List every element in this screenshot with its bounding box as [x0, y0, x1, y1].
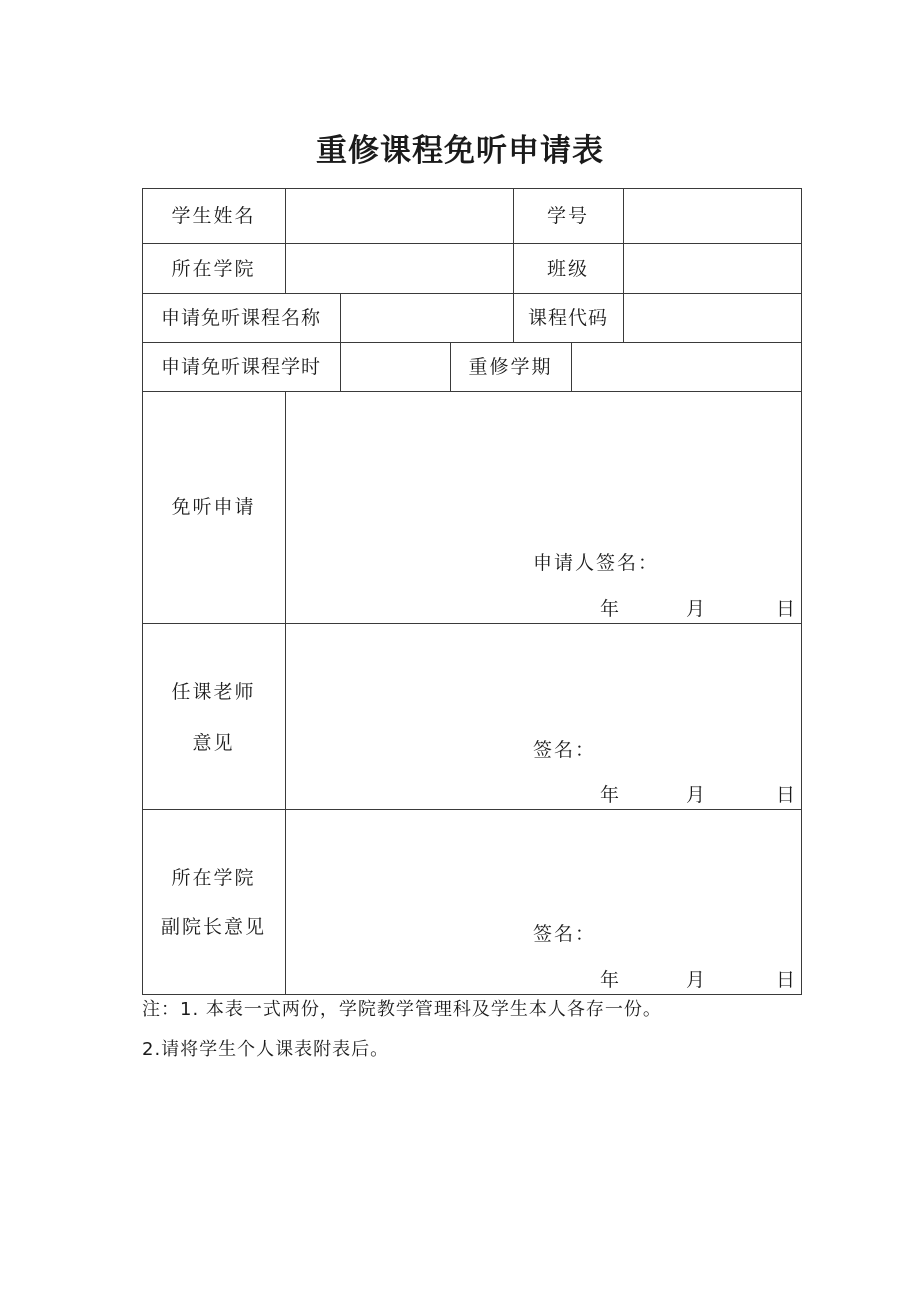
- label-retake-term: 重修学期: [468, 356, 553, 378]
- label-student-name: 学生姓名: [171, 205, 256, 227]
- label-course-hours: 申请免听课程学时: [160, 356, 321, 378]
- label-college: 所在学院: [171, 258, 256, 280]
- date-month: 月: [686, 598, 708, 620]
- date-day: 日: [776, 969, 798, 991]
- row-divider: [142, 342, 802, 343]
- note-line-2: 2.请将学生个人课表附表后。: [142, 1039, 390, 1060]
- teacher-signature-label: 签名：: [533, 739, 597, 761]
- table-border-top: [142, 188, 802, 189]
- label-course-code: 课程代码: [527, 307, 608, 329]
- label-teacher-opinion-line2: 意见: [192, 732, 235, 754]
- col-divider: [571, 342, 572, 391]
- dean-signature-label: 签名：: [533, 923, 597, 945]
- label-application: 免听申请: [171, 496, 256, 518]
- col-divider: [285, 188, 286, 293]
- note-line-1: 注：1. 本表一式两份，学院教学管理科及学生本人各存一份。: [142, 999, 662, 1020]
- date-year: 年: [600, 969, 622, 991]
- col-divider: [340, 342, 341, 391]
- row-divider: [142, 293, 802, 294]
- page-title: 重修课程免听申请表: [316, 133, 604, 169]
- row-divider: [142, 243, 802, 244]
- label-class: 班级: [546, 258, 589, 280]
- date-day: 日: [776, 598, 798, 620]
- date-month: 月: [686, 969, 708, 991]
- col-divider: [623, 188, 624, 293]
- label-teacher-opinion-line1: 任课老师: [171, 681, 256, 703]
- label-dean-opinion-line1: 所在学院: [171, 867, 256, 889]
- label-dean-opinion-line2: 副院长意见: [160, 916, 266, 938]
- table-border-right: [801, 188, 802, 995]
- date-year: 年: [600, 598, 622, 620]
- row-divider: [142, 391, 802, 392]
- date-month: 月: [686, 784, 708, 806]
- table-border-bottom: [142, 994, 802, 995]
- label-course-name: 申请免听课程名称: [160, 307, 321, 329]
- label-student-id: 学号: [546, 205, 589, 227]
- col-divider: [623, 293, 624, 342]
- row-divider: [142, 623, 802, 624]
- applicant-signature-label: 申请人签名：: [533, 552, 660, 574]
- col-divider: [285, 391, 286, 994]
- date-day: 日: [776, 784, 798, 806]
- row-divider: [142, 809, 802, 810]
- date-year: 年: [600, 784, 622, 806]
- col-divider: [340, 293, 341, 342]
